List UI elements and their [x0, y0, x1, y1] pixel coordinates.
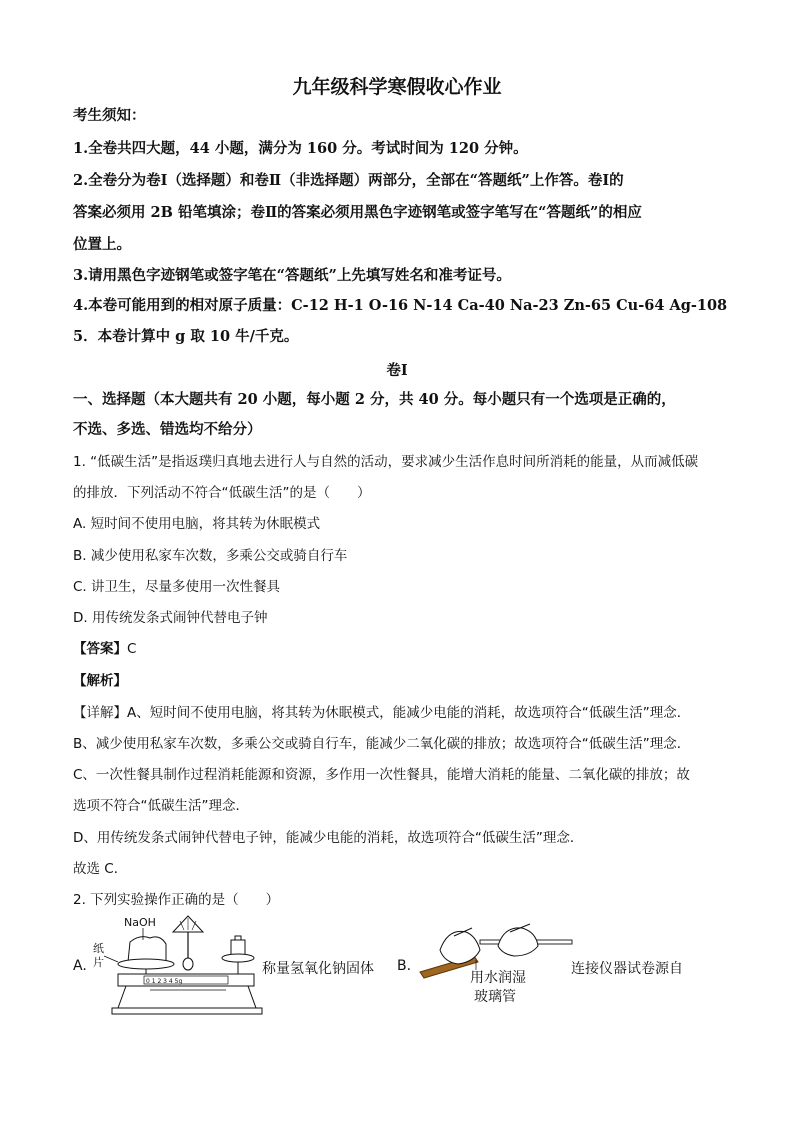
naoh-label: NaOH	[124, 916, 156, 929]
answer-label: 【答案】	[73, 641, 127, 657]
q1-stem-line-2: 的排放．下列活动不符合“低碳生活”的是（ ）	[73, 485, 371, 501]
beam-scale-label: 0 1 2 3 4 5g	[146, 978, 183, 985]
q2-option-b-label-1: 用水润湿	[470, 970, 526, 986]
notice-heading: 考生须知：	[73, 107, 146, 124]
q2-option-a-letter: A.	[73, 958, 87, 974]
q2-option-b-letter: B.	[397, 958, 412, 974]
notice-item-1: 1.全卷共四大题，44 小题，满分为 160 分。考试时间为 120 分钟。	[73, 140, 528, 157]
notice-item-2-end: 位置上。	[73, 236, 131, 253]
q1-answer	[73, 639, 136, 659]
section-title: 卷Ⅰ	[386, 362, 408, 379]
right-pan	[222, 954, 254, 962]
part-heading-line-2: 不选、多选、错选均不给分）	[73, 421, 262, 438]
balance-figure	[88, 912, 263, 1016]
q2-stem: 2. 下列实验操作正确的是（ ）	[73, 892, 280, 908]
notice-item-2-cont: 答案必须用 2B 铅笔填涂；卷Ⅱ的答案必须用黑色字迹钢笔或签字笔写在“答题纸”的相应	[73, 204, 642, 221]
q1-detail-line-6: 故选 C．	[73, 861, 128, 877]
q1-option-d: D. 用传统发条式闹钟代替电子钟	[73, 610, 268, 626]
left-pan	[118, 959, 174, 969]
right-hand-icon	[498, 928, 538, 956]
notice-item-2: 2.全卷分为卷Ⅰ（选择题）和卷Ⅱ（非选择题）两部分，全部在“答题纸”上作答。卷Ⅰ的	[73, 172, 624, 189]
paper-label-2: 片	[93, 956, 104, 969]
q1-detail-line-3: C、一次性餐具制作过程消耗能源和资源，多作用一次性餐具，能增大消耗的能量、二氧化碳的排放；故	[73, 767, 690, 783]
q1-detail-line-1: 【详解】A、短时间不使用电脑，将其转为休眠模式，能减少电能的消耗，故选项符合“低碳生活”理念．	[73, 705, 691, 721]
notice-item-5: 5．本卷计算中 g 取 10 牛/千克。	[73, 328, 299, 345]
answer-value: C	[127, 641, 137, 657]
paper-label-1: 纸	[93, 942, 104, 955]
q1-stem-line-1: 1. “低碳生活”是指返璞归真地去进行人与自然的活动，要求减少生活作息时间所消耗的能量，从而减低碳	[73, 454, 699, 470]
notice-item-4: 4.本卷可能用到的相对原子质量：C-12 H-1 O-16 N-14 Ca-40 Na-23 Zn-65 Cu-64 Ag-108	[73, 297, 728, 314]
q2-option-a-caption: 称量氢氧化钠固体	[262, 961, 374, 977]
q1-analysis-label: 【解析】	[73, 673, 127, 689]
balance-base	[118, 986, 256, 1008]
q2-option-b-caption: 连接仪器试卷源自	[571, 961, 683, 977]
part-heading-line-1: 一、选择题（本大题共有 20 小题，每小题 2 分，共 40 分。每小题只有一个选项是正确的，	[73, 391, 676, 408]
page-title: 九年级科学寒假收心作业	[292, 76, 502, 98]
q1-detail-line-5: D、用传统发条式闹钟代替电子钟，能减少电能的消耗，故选项符合“低碳生活”理念．	[73, 830, 584, 846]
q1-option-b: B. 减少使用私家车次数，多乘公交或骑自行车	[73, 548, 348, 564]
q1-option-c: C. 讲卫生，尽量多使用一次性餐具	[73, 579, 281, 595]
naoh-solid-shape	[128, 937, 166, 962]
q1-detail-line-4: 选项不符合“低碳生活”理念．	[73, 798, 249, 814]
q1-detail-line-2: B、减少使用私家车次数，多乘公交或骑自行车，能减少二氧化碳的排放；故选项符合“低碳生活”理念．	[73, 736, 691, 752]
q2-option-b-label-2: 玻璃管	[474, 989, 516, 1005]
notice-item-3: 3.请用黑色字迹钢笔或签字笔在“答题纸”上先填写姓名和准考证号。	[73, 267, 511, 284]
q1-option-a: A. 短时间不使用电脑，将其转为休眠模式	[73, 516, 321, 532]
